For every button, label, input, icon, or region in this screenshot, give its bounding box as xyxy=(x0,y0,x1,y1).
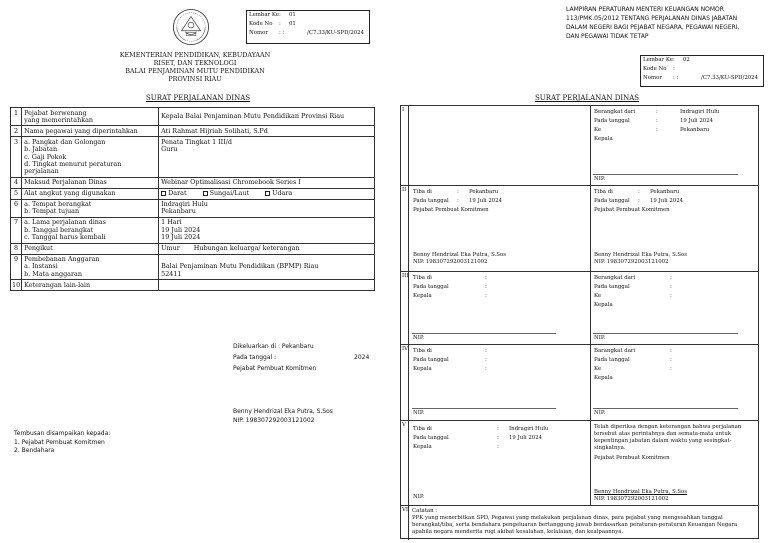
table-row: 6 a. Tempat berangkat b. Tempat tujuan Indragiri Hulu Pekanbaru xyxy=(11,199,375,217)
institution-name: KEMENTERIAN PENDIDIKAN, KEBUDAYAAN RISET, DAN TEKNOLOGI BALAI PENJAMINAN MUTU PENDIDIKAN PROVINSI RIAU xyxy=(119,51,271,83)
table-row: 7 a. Lama perjalanan dinas b. Tanggal berangkat c. Tanggal harus kembali 1 Hari 19 Juli 2024 19 Juli 2024 xyxy=(11,217,375,243)
table-row: 4 Maksud Perjalanan Dinas Webinar Optimalisasi Chromebook Series I xyxy=(11,177,375,188)
tut-wuri-handayani-logo-icon xyxy=(172,8,210,46)
table-row: 1 Pejabat berwenang yang memerintahkan Kepala Balai Penjaminan Mutu Pendidikan Provinsi Riau xyxy=(11,108,375,126)
table-row: 8 Pengikut Umur Hubungan keluarga/ keterangan xyxy=(11,243,375,254)
issuer-name: Benny Hendrizal Eka Putra, S.Sos xyxy=(233,408,333,415)
page-title-right: SURAT PERJALANAN DINAS xyxy=(535,94,640,102)
sungai-laut-checkbox[interactable] xyxy=(203,191,208,196)
section-ii: II Tiba di : Pekanbaru Pada tanggal : 19 Juli 2024 Pejabat Pembuat Komitmen Tiba di : Pekanbaru Pada tanggal : 19 Juli 2024 Pejabat Pembuat Komitmen Benny Hendrizal Eka Putra, S.Sos NIP. 198307292003121002 Benny Hendrizal Eka Putra, S.Sos NIP. 198307292003121002 xyxy=(401,185,758,271)
sheet-info-box-left xyxy=(246,10,370,44)
issuer-nip: NIP. 198307292003121002 xyxy=(233,417,315,424)
box-row-kode: Kode No : 01 xyxy=(249,21,296,27)
issued-date-label: Pada tanggal : xyxy=(233,354,277,361)
table-row: 9 Pembebanan Anggaran a. Instansi b. Mata anggaran Balai Penjaminan Mutu Pendidikan (BPMP) Riau 52411 xyxy=(11,254,375,280)
section-i: I Berangkat dari : Indragiri Hulu Pada tanggal : 19 Juli 2024 Ke : Pekanbaru Kepala NIP. xyxy=(401,106,758,185)
section-iii: III Tiba di : Pada tanggal : Kepala : Berangkat dari : Pada tanggal : Ke : Kepala NIP. NIP. xyxy=(401,271,758,344)
table-row: 3 a. Pangkat dan Golongan b. Jabatan c. Gaji Pokok d. Tingkat menurut peraturan perjalanan Penata Tingkat 1 III/d Guru xyxy=(11,137,375,178)
carbon-copy-list: Tembusan disampaikan kepada: 1. Pejabat Pembuat Komitmen 2. Bendahara xyxy=(14,430,111,454)
issued-place: Dikeluarkan di : Pekanbaru xyxy=(233,343,314,350)
box-row-lembar: Lembar Ke : 01 xyxy=(249,12,296,18)
udara-checkbox[interactable] xyxy=(265,191,270,196)
section-iv: IV Tiba di : Pada tanggal : Kepala : Barangkat dari : Pada tanggal : Ke : Kepala NIP. NIP. xyxy=(401,344,758,420)
spd-detail-table xyxy=(10,107,375,291)
issued-date-year: 2024 xyxy=(354,354,370,361)
issuer-role: Pejabat Pembuat Komitmen xyxy=(233,365,317,372)
section-v: V Tiba di : Indragiri Hulu Pada tanggal : 19 Juli 2024 Kepala : Telah diperiksa dengan keterangan bahwa perjalanan tersebut atas perintahnya dan semata-mata untuk kepentingan jabatan dalam waktu yang sesingkat- singkatnya. Pejabat Pembuat Komitmen NIP. Benny Hendrizal Eka Putra, S.Sos NIP. 198307292003121002 xyxy=(401,420,758,505)
table-row: 2 Nama pegawai yang diperintahkan Ati Rahmat Hijriah Solihati, S.Pd xyxy=(11,126,375,137)
table-row: 10 Keterangan lain-lain xyxy=(11,280,375,291)
regulation-reference: LAMPIRAN PERATURAN MENTERI KEUANGAN NOMOR 113/PMK.05/2012 TENTANG PERJALANAN DINAS JABATAN DALAM NEGERI BAGI PEJABAT NEGARA, PEGAWAI NEGERI, DAN PEGAWAI TIDAK TETAP xyxy=(566,6,740,40)
darat-checkbox[interactable] xyxy=(161,191,166,196)
travel-verification-table xyxy=(400,105,759,539)
table-row: 5 Alat angkut yang digunakan Darat Sungai/Laut Udara xyxy=(11,188,375,199)
sheet-info-box-right: Lembar Ke : 02 Kode No : Nomor : : /C7.33/KU-SPD/2024 xyxy=(640,55,764,87)
page-title-left: SURAT PERJALANAN DINAS xyxy=(146,94,251,102)
section-vi: VI Catatan : PPK yang menerbitkan SPD, Pegawai yang melakukan perjalanan dinas, para pejabat yang mengesahkan tanggal berangkat/tiba, serta bendahara pengeluaran bertanggung jawab berdasarkan peraturan-peraturan Keuangan Negara apabila negara menderita rugi akibat kesalahan, kelalaian, dan kealpaannya. xyxy=(401,505,758,540)
box-row-nomor: Nomor : : /C7.33/KU-SPD/2024 xyxy=(249,30,365,36)
